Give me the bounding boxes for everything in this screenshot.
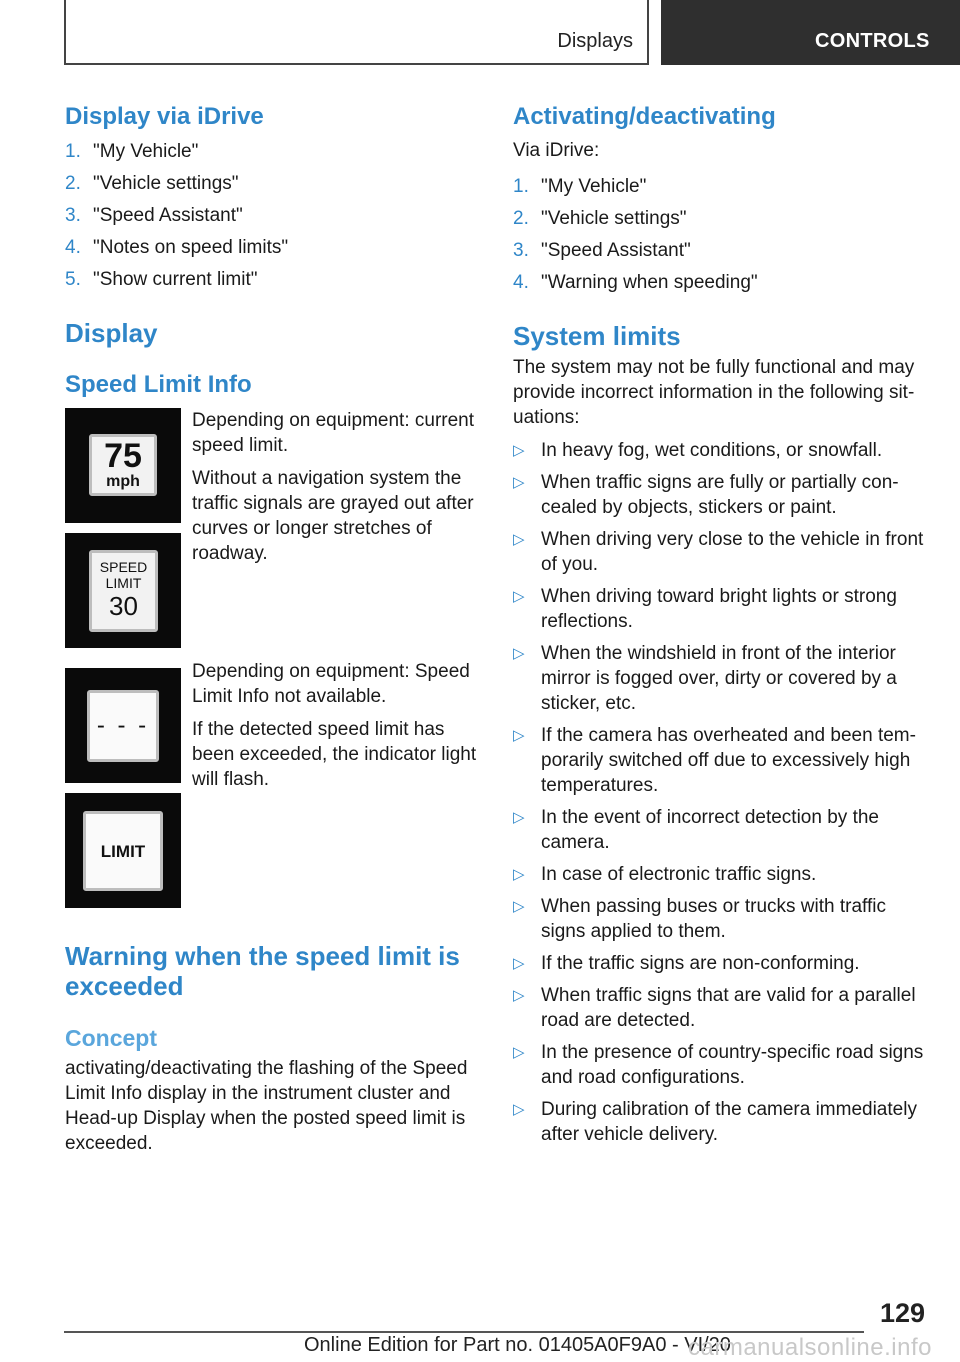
activating-steps-list — [513, 171, 928, 299]
header-frame — [64, 0, 649, 65]
chapter-tab — [661, 0, 960, 65]
heading-display: Display — [65, 318, 158, 348]
triangle-bullet-icon: ▷ — [513, 727, 525, 744]
list-item: 5. "Show current limit" — [65, 269, 258, 290]
list-item: ▷ In case of electronic traffic signs. — [513, 864, 817, 885]
speed-limit-text-nav: Without a navigation system the traffic signals are grayed out after curves or longer stretches of roadway. — [192, 468, 474, 564]
heading-concept: Concept — [65, 1025, 157, 1051]
triangle-bullet-icon: ▷ — [513, 588, 525, 605]
list-item: ▷ When driving toward bright lights or strong reflections. — [513, 586, 897, 632]
speed-limit-text-current: Depending on equipment: current speed limit. — [192, 410, 475, 456]
list-item: 1. "My Vehicle" — [65, 141, 199, 162]
heading-system-limits: System limits — [513, 321, 681, 351]
page-number: 129 — [880, 1298, 926, 1328]
heading-warning-speed-limit: Warning when the speed limit is exceeded — [65, 941, 460, 1001]
triangle-bullet-icon: ▷ — [513, 809, 525, 826]
watermark: carmanualsonline.info — [688, 1334, 932, 1361]
triangle-bullet-icon: ▷ — [513, 442, 525, 459]
idrive-steps-list — [65, 136, 480, 296]
list-item: ▷ When the windshield in front of the interior mirror is fogged over, dirty or covered by a sticker, etc. — [513, 643, 897, 714]
triangle-bullet-icon: ▷ — [513, 866, 525, 883]
list-item: ▷ In the event of incorrect detection by the camera. — [513, 807, 879, 853]
list-item: ▷ If the camera has overheated and been temporarily switched off due to excessively high temperatures. — [513, 725, 916, 796]
speed-limit-text-unavailable: Depending on equipment: Speed Limit Info not available. — [192, 661, 470, 707]
triangle-bullet-icon: ▷ — [513, 898, 525, 915]
list-item: 1. "My Vehicle" — [513, 176, 647, 197]
speed-75-mph-icon: 75 mph — [65, 408, 181, 523]
speed-limit-info-block — [65, 408, 480, 918]
left-column — [65, 100, 480, 1156]
triangle-bullet-icon: ▷ — [513, 645, 525, 662]
heading-activating: Activating/deactivating — [513, 103, 776, 130]
triangle-bullet-icon: ▷ — [513, 987, 525, 1004]
triangle-bullet-icon: ▷ — [513, 531, 525, 548]
list-item: ▷ When traffic signs that are valid for a parallel road are detected. — [513, 985, 916, 1031]
limit-indicator-icon: LIMIT — [65, 793, 181, 908]
list-item: 4. "Notes on speed limits" — [65, 237, 289, 258]
list-item: ▷ When passing buses or trucks with traffic signs applied to them. — [513, 896, 886, 942]
list-item: 3. "Speed Assistant" — [65, 205, 243, 226]
speed-limit-text-exceeded: If the detected speed limit has been exceeded, the indicator light will flash. — [192, 719, 477, 790]
chapter-tab-label: CONTROLS — [815, 30, 930, 52]
list-item: ▷ In the presence of country-specific road signs and road configurations. — [513, 1042, 924, 1088]
system-limits-list — [513, 438, 928, 1147]
triangle-bullet-icon: ▷ — [513, 474, 525, 491]
speed-limit-unavailable-icon: - - - — [65, 668, 181, 783]
heading-speed-limit-info: Speed Limit Info — [65, 371, 252, 398]
list-item: ▷ During calibration of the camera immediately after vehicle delivery. — [513, 1099, 917, 1145]
list-item: 4. "Warning when speeding" — [513, 272, 758, 293]
activating-intro: Via iDrive: — [513, 140, 600, 161]
list-item: 2. "Vehicle settings" — [513, 208, 687, 229]
list-item: ▷ In heavy fog, wet conditions, or snowfall. — [513, 440, 883, 461]
list-item: ▷ If the traffic signs are non-conforming. — [513, 953, 860, 974]
right-column — [513, 100, 928, 1154]
edition-info: Online Edition for Part no. 01405A0F9A0 - VI/20 — [304, 1334, 731, 1356]
speed-limit-30-icon: SPEED LIMIT 30 — [65, 533, 181, 648]
triangle-bullet-icon: ▷ — [513, 1101, 525, 1118]
footer-divider — [64, 1331, 864, 1333]
section-title: Displays — [557, 30, 633, 52]
list-item: ▷ When traffic signs are fully or partially concealed by objects, stickers or paint. — [513, 472, 899, 518]
triangle-bullet-icon: ▷ — [513, 955, 525, 972]
system-limits-intro: The system may not be fully functional and may provide incorrect information in the following situations: — [513, 357, 915, 428]
list-item: 3. "Speed Assistant" — [513, 240, 691, 261]
concept-text: activating/deactivating the flashing of the Speed Limit Info display in the instrument cluster and Head-up Display when the posted speed limit is exceeded. — [65, 1058, 468, 1154]
heading-display-via-idrive: Display via iDrive — [65, 103, 264, 130]
list-item: 2. "Vehicle settings" — [65, 173, 239, 194]
list-item: ▷ When driving very close to the vehicle in front of you. — [513, 529, 924, 575]
triangle-bullet-icon: ▷ — [513, 1044, 525, 1061]
